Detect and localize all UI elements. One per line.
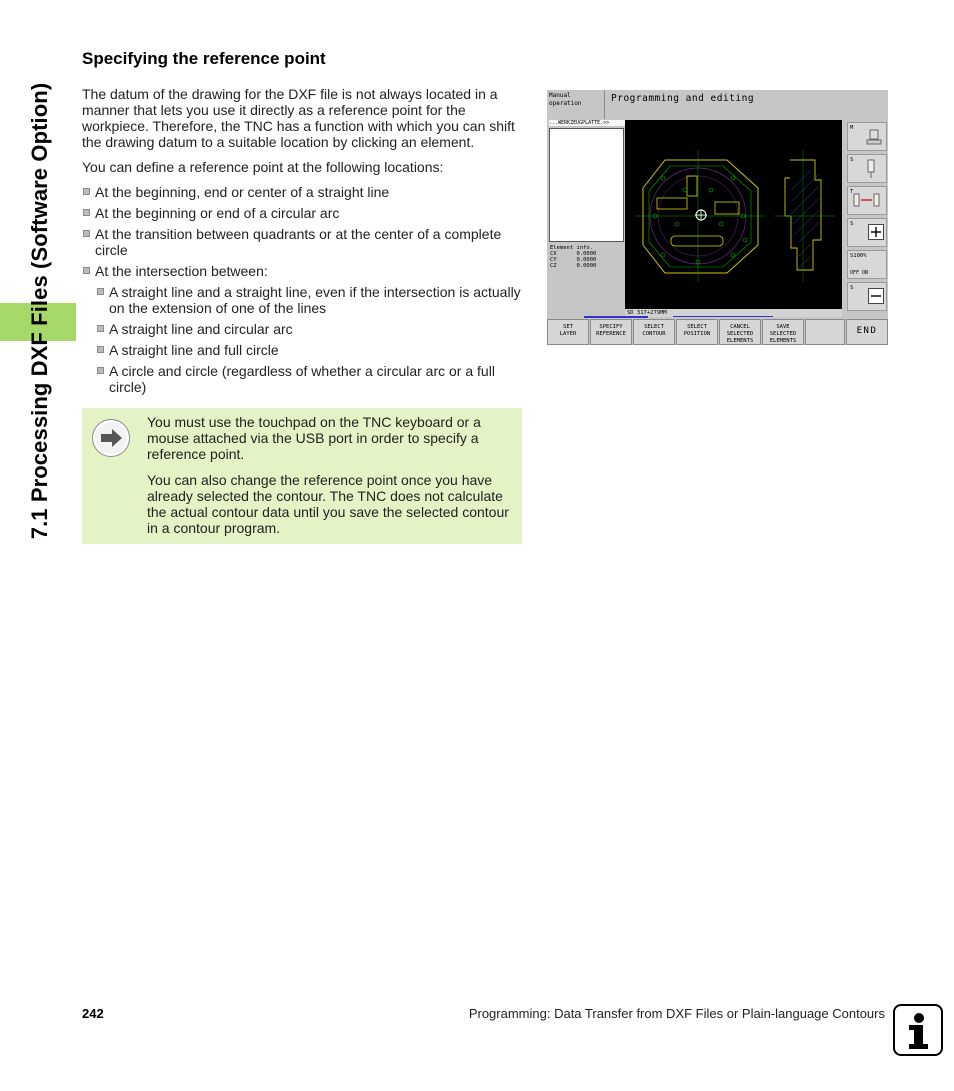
spindle-icon [866, 129, 882, 145]
softkey-select-position[interactable]: SELECT POSITION [676, 319, 718, 345]
panel-button-label: M [850, 125, 854, 131]
mode-line: Manual [549, 92, 571, 99]
tool-change-icon [852, 192, 882, 212]
progress-line [584, 316, 648, 318]
arrow-right-icon [92, 419, 130, 457]
bullet-item: At the intersection between: [82, 263, 524, 279]
panel-button-label: T [850, 189, 854, 195]
intro-paragraph: The datum of the drawing for the DXF file is not always located in a manner that lets you use it directly as a reference point for the workpiece. Therefore, the TNC has a function with which you can shift the drawing datum to a suitable location by clicking an element. [82, 86, 515, 150]
info-icon [893, 1004, 943, 1056]
panel-button-sublabel: OFF ON [850, 270, 869, 276]
dxf-drawing-canvas[interactable] [625, 120, 842, 309]
bullet-item: At the transition between quadrants or at the center of a complete circle [82, 226, 524, 258]
sub-bullet-item: A straight line and a straight line, even if the intersection is actually on the extension of one of the lines [96, 284, 524, 316]
mode-line: operation [549, 100, 582, 107]
softkey-specify-reference[interactable]: SPECIFY REFERENCE [590, 319, 632, 345]
softkey-save-selected[interactable]: SAVE SELECTED ELEMENTS [762, 319, 804, 345]
panel-button-s-plus[interactable] [847, 218, 887, 247]
softkey-set-layer[interactable]: SET LAYER [547, 319, 589, 345]
panel-button-s-minus[interactable] [847, 282, 887, 311]
softkey-cancel-selected[interactable]: CANCEL SELECTED ELEMENTS [719, 319, 761, 345]
softkey-empty[interactable] [805, 319, 845, 345]
chapter-title-vertical: 7.1 Processing DXF Files (Software Option) [27, 82, 52, 540]
panel-button-label: S [850, 285, 854, 291]
progress-line [673, 316, 773, 317]
softkey-end[interactable]: END [846, 319, 888, 345]
footer-title: Programming: Data Transfer from DXF Files or Plain-language Contours [468, 1006, 885, 1021]
panel-button-t[interactable] [847, 186, 887, 215]
softkey-select-contour[interactable]: SELECT CONTOUR [633, 319, 675, 345]
note-paragraph: You can also change the reference point once you have already selected the contour. The TNC does not calculate the actual contour data until you save the selected contour in a contour program. [147, 472, 509, 536]
element-info: Element info. CX 0.0000 CY 0.0000 CZ 0.0000 [550, 245, 597, 269]
note-paragraph: You must use the touchpad on the TNC keyboard or a mouse attached via the USB port in order to specify a reference point. [147, 414, 481, 462]
layer-tree[interactable] [549, 128, 624, 242]
sub-bullet-item: A straight line and circular arc [96, 321, 524, 337]
section-heading: Specifying the reference point [82, 49, 326, 68]
bullet-item: At the beginning, end or center of a straight line [82, 184, 524, 200]
operating-mode [547, 90, 605, 119]
tool-icon [866, 159, 876, 179]
panel-button-s[interactable] [847, 154, 887, 183]
tnc-screenshot [547, 90, 888, 345]
panel-button-label: S [850, 221, 854, 227]
panel-button-m[interactable] [847, 122, 887, 151]
bullet-item: At the beginning or end of a circular arc [82, 205, 524, 221]
panel-button-label: S100% [850, 253, 867, 259]
panel-button-spindle-override[interactable] [847, 250, 887, 279]
machine-function-panel [846, 120, 888, 318]
note-text [147, 414, 517, 546]
page-number: 242 [82, 1006, 104, 1021]
screen-title: Programming and editing [611, 93, 755, 104]
note-box [82, 408, 522, 544]
panel-button-label: S [850, 157, 854, 163]
body-column [82, 86, 524, 400]
sub-bullet-item: A circle and circle (regardless of whether a circular arc or a full circle) [96, 363, 524, 395]
status-bar: SD 317+279MM [625, 309, 842, 317]
softkey-row [547, 319, 888, 345]
locations-intro: You can define a reference point at the following locations: [82, 159, 444, 175]
minus-icon [868, 288, 884, 304]
plus-icon [868, 224, 884, 240]
sub-bullet-item: A straight line and full circle [96, 342, 524, 358]
layer-tree-header: ...WERKZEUGPLATTE.>> [549, 120, 625, 126]
